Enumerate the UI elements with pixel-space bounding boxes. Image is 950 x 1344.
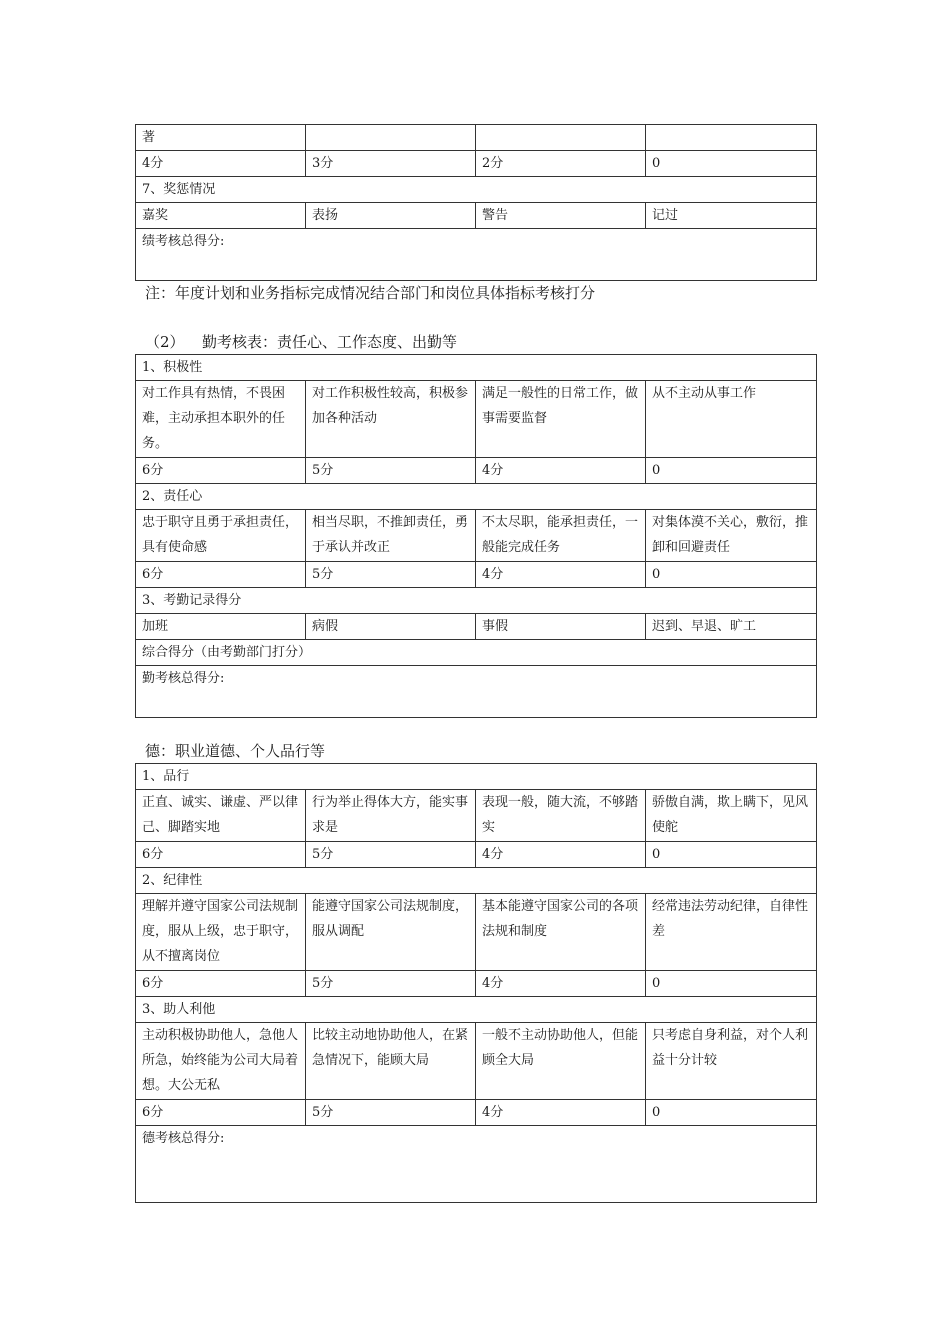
de-caption: 德：职业道德、个人品行等 — [145, 742, 326, 760]
score-cell: 6分 — [136, 971, 306, 997]
score-cell: 4分 — [136, 151, 306, 177]
criteria-row — [136, 894, 817, 971]
table-row — [136, 125, 817, 151]
score-cell: 6分 — [136, 458, 306, 484]
total-score-label: 德考核总得分: — [136, 1126, 817, 1203]
qin-caption-number: （2） — [145, 333, 185, 351]
total-score-label: 绩考核总得分: — [136, 229, 817, 281]
section-title-row — [136, 484, 817, 510]
criteria-cell: 对工作积极性较高，积极参加各种活动 — [306, 381, 476, 458]
section-title: 1、积极性 — [136, 355, 817, 381]
section-title-row — [136, 588, 817, 614]
section-title: 2、责任心 — [136, 484, 817, 510]
attendance-table-block — [135, 354, 816, 718]
score-cell: 3分 — [306, 151, 476, 177]
attendance-cell: 迟到、早退、旷工 — [646, 614, 817, 640]
criteria-cell: 理解并遵守国家公司法规制度，服从上级，忠于职守，从不擅离岗位 — [136, 894, 306, 971]
reward-cell: 嘉奖 — [136, 203, 306, 229]
attendance-cell: 事假 — [476, 614, 646, 640]
score-cell: 4分 — [476, 971, 646, 997]
criteria-cell: 正直、诚实、谦虚、严以律己、脚踏实地 — [136, 790, 306, 842]
score-cell: 0 — [646, 458, 817, 484]
criteria-cell: 主动积极协助他人，急他人所急，始终能为公司大局着想。大公无私 — [136, 1023, 306, 1100]
score-cell: 4分 — [476, 562, 646, 588]
section-title: 7、奖惩情况 — [136, 177, 817, 203]
total-row — [136, 1126, 817, 1203]
criteria-cell: 表现一般，随大流，不够踏实 — [476, 790, 646, 842]
score-row — [136, 842, 817, 868]
section-title: 1、品行 — [136, 764, 817, 790]
criteria-cell: 满足一般性的日常工作，做事需要监督 — [476, 381, 646, 458]
table-row — [136, 614, 817, 640]
criteria-row — [136, 381, 817, 458]
section-title: 3、考勤记录得分 — [136, 588, 817, 614]
total-row — [136, 229, 817, 281]
criteria-cell: 基本能遵守国家公司的各项法规和制度 — [476, 894, 646, 971]
table-row — [136, 203, 817, 229]
score-cell: 5分 — [306, 842, 476, 868]
attendance-table — [135, 354, 817, 718]
criteria-cell: 著 — [136, 125, 306, 151]
reward-cell: 警告 — [476, 203, 646, 229]
score-cell: 0 — [646, 151, 817, 177]
score-row — [136, 562, 817, 588]
score-cell: 4分 — [476, 458, 646, 484]
score-row — [136, 151, 817, 177]
criteria-cell: 经常违法劳动纪律，自律性差 — [646, 894, 817, 971]
score-cell: 5分 — [306, 458, 476, 484]
section-title-row — [136, 868, 817, 894]
score-row — [136, 458, 817, 484]
criteria-row — [136, 790, 817, 842]
qin-caption: 勤考核表：责任心、工作态度、出勤等 — [202, 333, 458, 351]
composite-row — [136, 640, 817, 666]
score-cell: 6分 — [136, 1100, 306, 1126]
total-score-label: 勤考核总得分: — [136, 666, 817, 718]
score-cell: 0 — [646, 562, 817, 588]
criteria-cell: 只考虑自身利益，对个人利益十分计较 — [646, 1023, 817, 1100]
total-row — [136, 666, 817, 718]
criteria-row — [136, 1023, 817, 1100]
score-cell: 4分 — [476, 842, 646, 868]
criteria-cell: 一般不主动协助他人，但能顾全大局 — [476, 1023, 646, 1100]
section-title: 3、助人利他 — [136, 997, 817, 1023]
score-cell: 5分 — [306, 971, 476, 997]
score-cell: 4分 — [476, 1100, 646, 1126]
score-cell: 0 — [646, 1100, 817, 1126]
score-cell: 6分 — [136, 842, 306, 868]
composite-score-label: 综合得分（由考勤部门打分） — [136, 640, 817, 666]
performance-table — [135, 124, 817, 281]
score-cell: 6分 — [136, 562, 306, 588]
reward-cell: 表扬 — [306, 203, 476, 229]
reward-cell: 记过 — [646, 203, 817, 229]
criteria-cell: 相当尽职，不推卸责任，勇于承认并改正 — [306, 510, 476, 562]
score-cell: 0 — [646, 971, 817, 997]
criteria-cell: 从不主动从事工作 — [646, 381, 817, 458]
note-text: 注：年度计划和业务指标完成情况结合部门和岗位具体指标考核打分 — [145, 284, 596, 302]
score-row — [136, 971, 817, 997]
score-row — [136, 1100, 817, 1126]
score-cell: 2分 — [476, 151, 646, 177]
criteria-row — [136, 510, 817, 562]
criteria-cell: 能遵守国家公司法规制度，服从调配 — [306, 894, 476, 971]
performance-table-continued — [135, 124, 816, 281]
criteria-cell: 对集体漠不关心，敷衍，推卸和回避责任 — [646, 510, 817, 562]
section-title: 2、纪律性 — [136, 868, 817, 894]
ethics-table-block — [135, 763, 816, 1203]
criteria-cell: 骄傲自满，欺上瞒下，见风使舵 — [646, 790, 817, 842]
criteria-cell: 对工作具有热情，不畏困难，主动承担本职外的任务。 — [136, 381, 306, 458]
criteria-cell: 比较主动地协助他人，在紧急情况下，能顾大局 — [306, 1023, 476, 1100]
score-cell: 5分 — [306, 562, 476, 588]
section-title-row — [136, 177, 817, 203]
criteria-cell: 行为举止得体大方，能实事求是 — [306, 790, 476, 842]
criteria-cell: 不太尽职，能承担责任，一般能完成任务 — [476, 510, 646, 562]
ethics-table — [135, 763, 817, 1203]
criteria-cell: 忠于职守且勇于承担责任，具有使命感 — [136, 510, 306, 562]
section-title-row — [136, 764, 817, 790]
section-title-row — [136, 997, 817, 1023]
attendance-cell: 病假 — [306, 614, 476, 640]
section-title-row — [136, 355, 817, 381]
score-cell: 5分 — [306, 1100, 476, 1126]
attendance-cell: 加班 — [136, 614, 306, 640]
score-cell: 0 — [646, 842, 817, 868]
